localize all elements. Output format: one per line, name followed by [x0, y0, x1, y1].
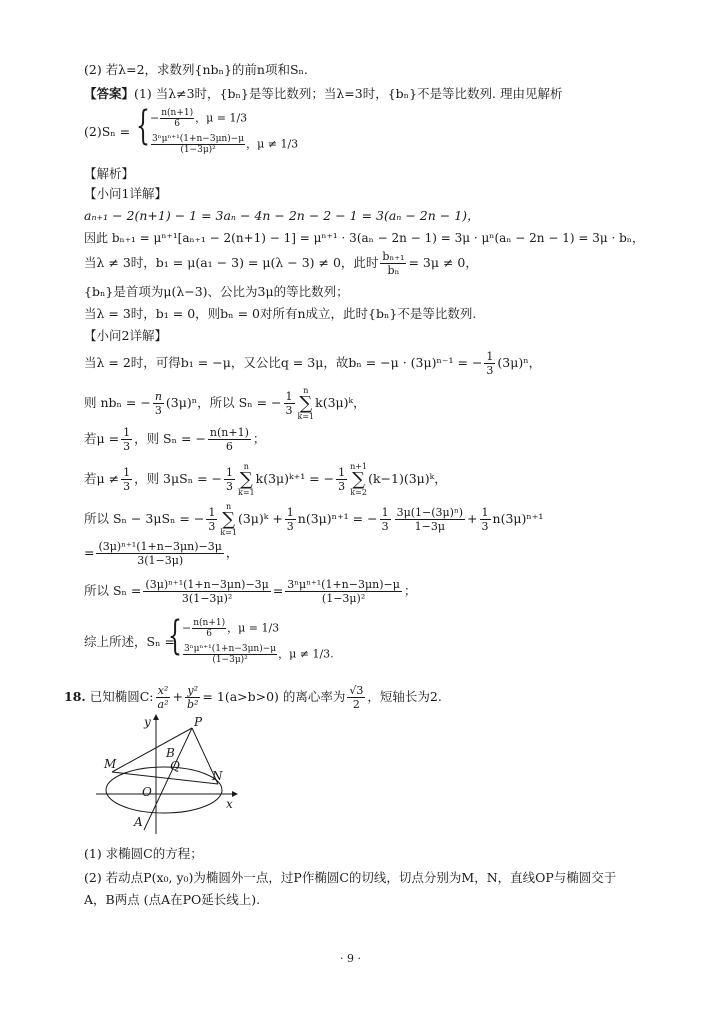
question-18-part-2-line-2: A，B两点 (点A在PO延长线上).: [84, 892, 261, 907]
solution-2-line-6: = $\frac{\text{(3μ)ⁿ⁺¹(1+n−3μn)−3μ}}{3(1-3\mu)}$ ，: [84, 540, 239, 567]
sub-question-1-tag: 【小问1详解】: [84, 186, 167, 201]
label-n: N: [212, 769, 223, 783]
question-18-part-1: (1) 求椭圆C的方程；: [84, 846, 203, 861]
solution-2-line-3: 若μ = $\frac{1}{3}$ ，则 Sₙ = − $\frac{n(n+1)}{6}$ ；: [84, 426, 266, 453]
answer-case-2: 3ⁿμⁿ⁺¹(1+n−3μn)−μ (1−3μ)² ，μ ≠ 1/3: [152, 134, 299, 155]
summary-brace: {: [168, 613, 182, 659]
chord-mn: [112, 772, 218, 784]
question-part-2: (2) 若λ=2，求数列{nbₙ}的前n项和Sₙ.: [84, 62, 308, 77]
label-b: B: [166, 746, 175, 760]
label-a: A: [134, 815, 143, 829]
label-q: Q: [170, 759, 180, 773]
label-m: M: [104, 757, 117, 771]
sub-question-2-tag: 【小问2详解】: [84, 328, 167, 343]
solution-2-line-7: 所以 Sₙ = $\frac{\text{(3μ)ⁿ⁺¹(1+n−3μn)−3μ}}{\text{3(1−3μ)²}}$ = $\frac{\text{3ⁿμⁿ⁺¹(1+n−3μn)−μ}}{\text{(1−3μ)²}}$ ；: [84, 578, 417, 605]
answer-line-1: [84, 86, 562, 102]
page-number: · 9 ·: [340, 952, 361, 965]
solution-1-line-4: {bₙ}是首项为μ(λ−3)、公比为3μ的等比数列；: [84, 284, 349, 299]
label-o: O: [142, 785, 152, 799]
tangent-pm: [112, 728, 192, 772]
label-y: y: [144, 715, 151, 729]
ellipse-figure: [92, 712, 242, 838]
answer-case-1: − $\frac{n(n+1)}{6}$ ，μ = 1/3: [150, 108, 248, 129]
question-18-part-2-line-1: (2) 若动点P(x₀, y₀)为椭圆外一点，过P作椭圆C的切线，切点分别为M，N，直线OP与椭圆交于: [84, 870, 617, 885]
ellipse-c: [106, 767, 222, 813]
solution-2-line-4: 若μ ≠ $\frac{1}{3}$ ，则 3μSₙ = − $\frac{1}{3}$ n ∑ k=1k(3μ)ᵏ⁺¹ = − $\frac{1}{3}$ n+1 ∑ k=2(k−1)(3μ)ᵏ，: [84, 462, 447, 497]
left-brace: {: [136, 103, 150, 149]
solution-1-line-3: 当λ ≠ 3时，b₁ = μ(a₁ − 3) = μ(λ − 3) ≠ 0，此时 $\frac{\text{bₙ₊₁}}{\text{bₙ}}$ = 3μ ≠ 0，: [84, 250, 478, 277]
solution-2-line-1: 当λ = 2时，可得b₁ = −μ，又公比q = 3μ，故bₙ = −μ · (3μ)ⁿ⁻¹ = − $\frac{1}{3}$ (3μ)ⁿ，: [84, 350, 542, 377]
analysis-tag: 【解析】: [84, 166, 135, 181]
label-x: x: [226, 797, 233, 811]
solution-2-line-5: 所以 Sₙ − 3μSₙ = − $\frac{1}{3}$ n ∑ k=1(3μ)ᵏ + $\frac{1}{3}$ n(3μ)ⁿ⁺¹ = − $\frac{1}{3}$ $\frac{\text{3μ(1−(3μ)ⁿ)}}{1-3\mu}$ + $\frac{1}{3}$ n(3μ)ⁿ⁺¹: [84, 502, 544, 537]
summary-case-2: 3ⁿμⁿ⁺¹(1+n−3μn)−μ (1−3μ)² ，μ ≠ 1/3.: [184, 644, 334, 665]
answer-tag: 【答案】: [84, 86, 135, 101]
solution-1-line-1: aₙ₊₁ − 2(n+1) − 1 = 3aₙ − 4n − 2n − 2 − 1 = 3(aₙ − 2n − 1)，: [84, 208, 480, 223]
line-op: [144, 728, 192, 830]
label-p: P: [194, 715, 203, 729]
solution-1-line-2: 因此 bₙ₊₁ = μⁿ⁺¹[aₙ₊₁ − 2(n+1) − 1] = μⁿ⁺¹ · 3(aₙ − 2n − 1) = 3μ · μⁿ(aₙ − 2n − 1) = 3μ · bₙ，: [84, 231, 644, 245]
solution-1-line-5: 当λ = 3时，b₁ = 0，则bₙ = 0对所有n成立，此时{bₙ}不是等比数列.: [84, 306, 477, 321]
answer-2-lhs: (2)Sₙ =: [84, 124, 131, 139]
y-axis-arrow: [153, 714, 159, 720]
answer-text-1: (1) 当λ≠3时，{bₙ}是等比数列；当λ=3时，{bₙ}不是等比数列. 理由见解析: [134, 86, 563, 101]
summary-case-1: − $\frac{n(n+1)}{6}$ ，μ = 1/3: [182, 618, 280, 639]
solution-2-line-2: 则 nbₙ = − $\frac{n}{3}$ (3μ)ⁿ，所以 Sₙ = − $\frac{1}{3}$ n ∑ k=1k(3μ)ᵏ，: [84, 386, 366, 421]
question-18-stem: 18. 已知椭圆C: $\frac{\text{x²}}{\text{a²}}$ + $\frac{\text{y²}}{\text{b²}}$ = 1(a>b>0) 的离心率为 $\frac{√3}{2}$ ，短轴长为2.: [64, 684, 442, 711]
summary-lhs: 综上所述，Sₙ =: [84, 634, 175, 649]
x-axis-arrow: [232, 791, 238, 797]
